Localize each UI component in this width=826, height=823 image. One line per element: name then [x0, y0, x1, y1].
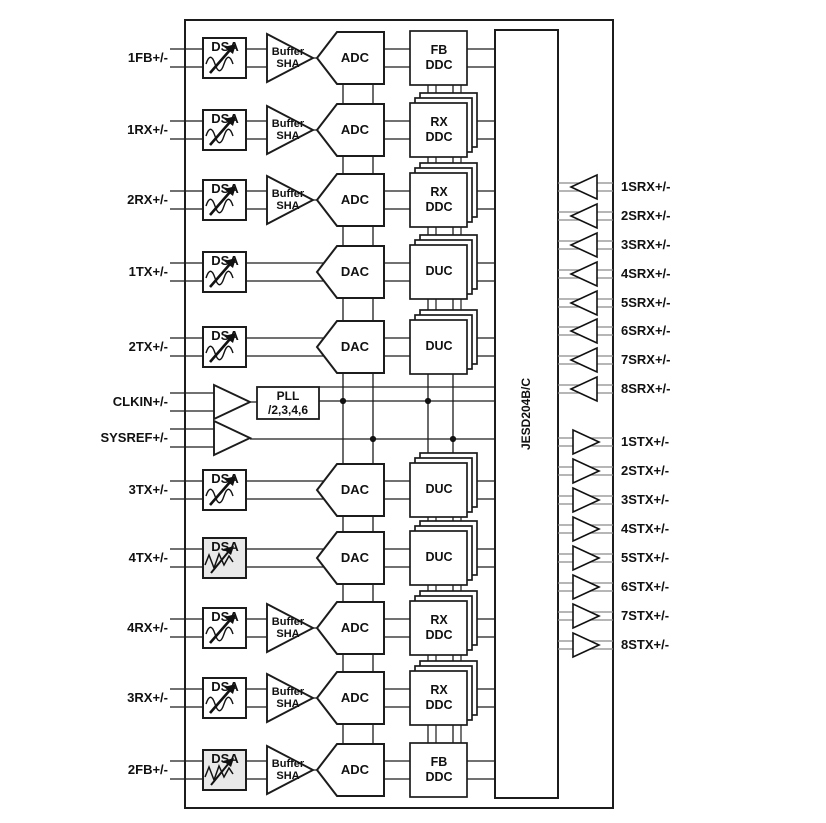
port-label-2fb: 2FB+/-	[127, 762, 168, 777]
port-label-4rx: 4RX+/-	[127, 620, 168, 635]
dac-label: DAC	[340, 482, 370, 497]
serdes-wires	[558, 183, 613, 649]
port-label-3srx: 3SRX+/-	[621, 237, 671, 252]
rx-ddc-label: RX DDC	[425, 185, 453, 214]
junction-dots	[340, 398, 456, 442]
dsa-label: DSA	[211, 539, 239, 554]
port-label-8srx: 8SRX+/-	[621, 381, 671, 396]
port-label-8stx: 8STX+/-	[621, 637, 670, 652]
srx-buffer-icon	[571, 175, 597, 199]
adc-label: ADC	[340, 690, 370, 705]
srx-buffer-icon	[571, 319, 597, 343]
duc-label: DUC	[425, 339, 453, 353]
port-label-1fb: 1FB+/-	[127, 50, 168, 65]
dsa-label: DSA	[211, 471, 239, 486]
port-label-7stx: 7STX+/-	[621, 608, 670, 623]
stx-buffer-icon	[573, 633, 599, 657]
dsa-label: DSA	[211, 679, 239, 694]
adc-label: ADC	[340, 50, 370, 65]
stx-buffer-icon	[573, 575, 599, 599]
adc-label: ADC	[340, 762, 370, 777]
serdes-rx-buffers	[571, 175, 597, 401]
adc-label: ADC	[340, 620, 370, 635]
rx-ddc-label: RX DDC	[425, 613, 453, 642]
port-label-4tx: 4TX+/-	[128, 550, 168, 565]
port-label-7srx: 7SRX+/-	[621, 352, 671, 367]
port-label-4srx: 4SRX+/-	[621, 266, 671, 281]
duc-label: DUC	[425, 550, 453, 564]
dac-label: DAC	[340, 550, 370, 565]
buffer-sha-label: Buffer SHA	[271, 686, 305, 710]
port-label-4stx: 4STX+/-	[621, 521, 670, 536]
srx-buffer-icon	[571, 233, 597, 257]
adc-label: ADC	[340, 122, 370, 137]
port-label-1stx: 1STX+/-	[621, 434, 670, 449]
srx-buffer-icon	[571, 204, 597, 228]
clkin-buffer-icon	[214, 385, 250, 419]
rx-ddc-label: RX DDC	[425, 115, 453, 144]
serdes-tx-buffers	[573, 430, 599, 657]
dsa-label: DSA	[211, 328, 239, 343]
port-label-2tx: 2TX+/-	[128, 339, 168, 354]
dsa-label: DSA	[211, 609, 239, 624]
fb-ddc-label: FB DDC	[425, 755, 453, 784]
sysref-buffer-icon	[214, 421, 250, 455]
port-label-3tx: 3TX+/-	[128, 482, 168, 497]
duc-label: DUC	[425, 482, 453, 496]
adc-label: ADC	[340, 192, 370, 207]
port-label-1rx: 1RX+/-	[127, 122, 168, 137]
buffer-sha-label: Buffer SHA	[271, 118, 305, 142]
port-label-3rx: 3RX+/-	[127, 690, 168, 705]
port-label-5srx: 5SRX+/-	[621, 295, 671, 310]
dsa-label: DSA	[211, 751, 239, 766]
stx-buffer-icon	[573, 459, 599, 483]
port-label-3stx: 3STX+/-	[621, 492, 670, 507]
duc-label: DUC	[425, 264, 453, 278]
rx-ddc-label: RX DDC	[425, 683, 453, 712]
srx-buffer-icon	[571, 377, 597, 401]
stx-buffer-icon	[573, 488, 599, 512]
dsa-label: DSA	[211, 181, 239, 196]
buffer-sha-label: Buffer SHA	[271, 758, 305, 782]
stx-buffer-icon	[573, 517, 599, 541]
srx-buffer-icon	[571, 291, 597, 315]
pll-label: PLL /2,3,4,6	[267, 389, 309, 417]
stx-buffer-icon	[573, 604, 599, 628]
buffer-sha-label: Buffer SHA	[271, 188, 305, 212]
port-label-sysref: SYSREF+/-	[100, 430, 168, 445]
fb-ddc-label: FB DDC	[425, 43, 453, 72]
jesd-label: JESD204B/C	[519, 377, 533, 451]
stx-buffer-icon	[573, 430, 599, 454]
buffer-sha-label: Buffer SHA	[271, 616, 305, 640]
srx-buffer-icon	[571, 348, 597, 372]
port-label-2stx: 2STX+/-	[621, 463, 670, 478]
port-label-6srx: 6SRX+/-	[621, 323, 671, 338]
port-label-6stx: 6STX+/-	[621, 579, 670, 594]
port-label-clkin: CLKIN+/-	[112, 394, 168, 409]
dac-label: DAC	[340, 339, 370, 354]
port-label-2rx: 2RX+/-	[127, 192, 168, 207]
dsa-label: DSA	[211, 253, 239, 268]
dsa-label: DSA	[211, 39, 239, 54]
port-label-1tx: 1TX+/-	[128, 264, 168, 279]
converter-blocks	[317, 32, 384, 796]
srx-buffer-icon	[571, 262, 597, 286]
buffer-sha-label: Buffer SHA	[271, 46, 305, 70]
port-label-5stx: 5STX+/-	[621, 550, 670, 565]
stx-buffer-icon	[573, 546, 599, 570]
port-label-2srx: 2SRX+/-	[621, 208, 671, 223]
dsa-label: DSA	[211, 111, 239, 126]
dac-label: DAC	[340, 264, 370, 279]
port-label-1srx: 1SRX+/-	[621, 179, 671, 194]
